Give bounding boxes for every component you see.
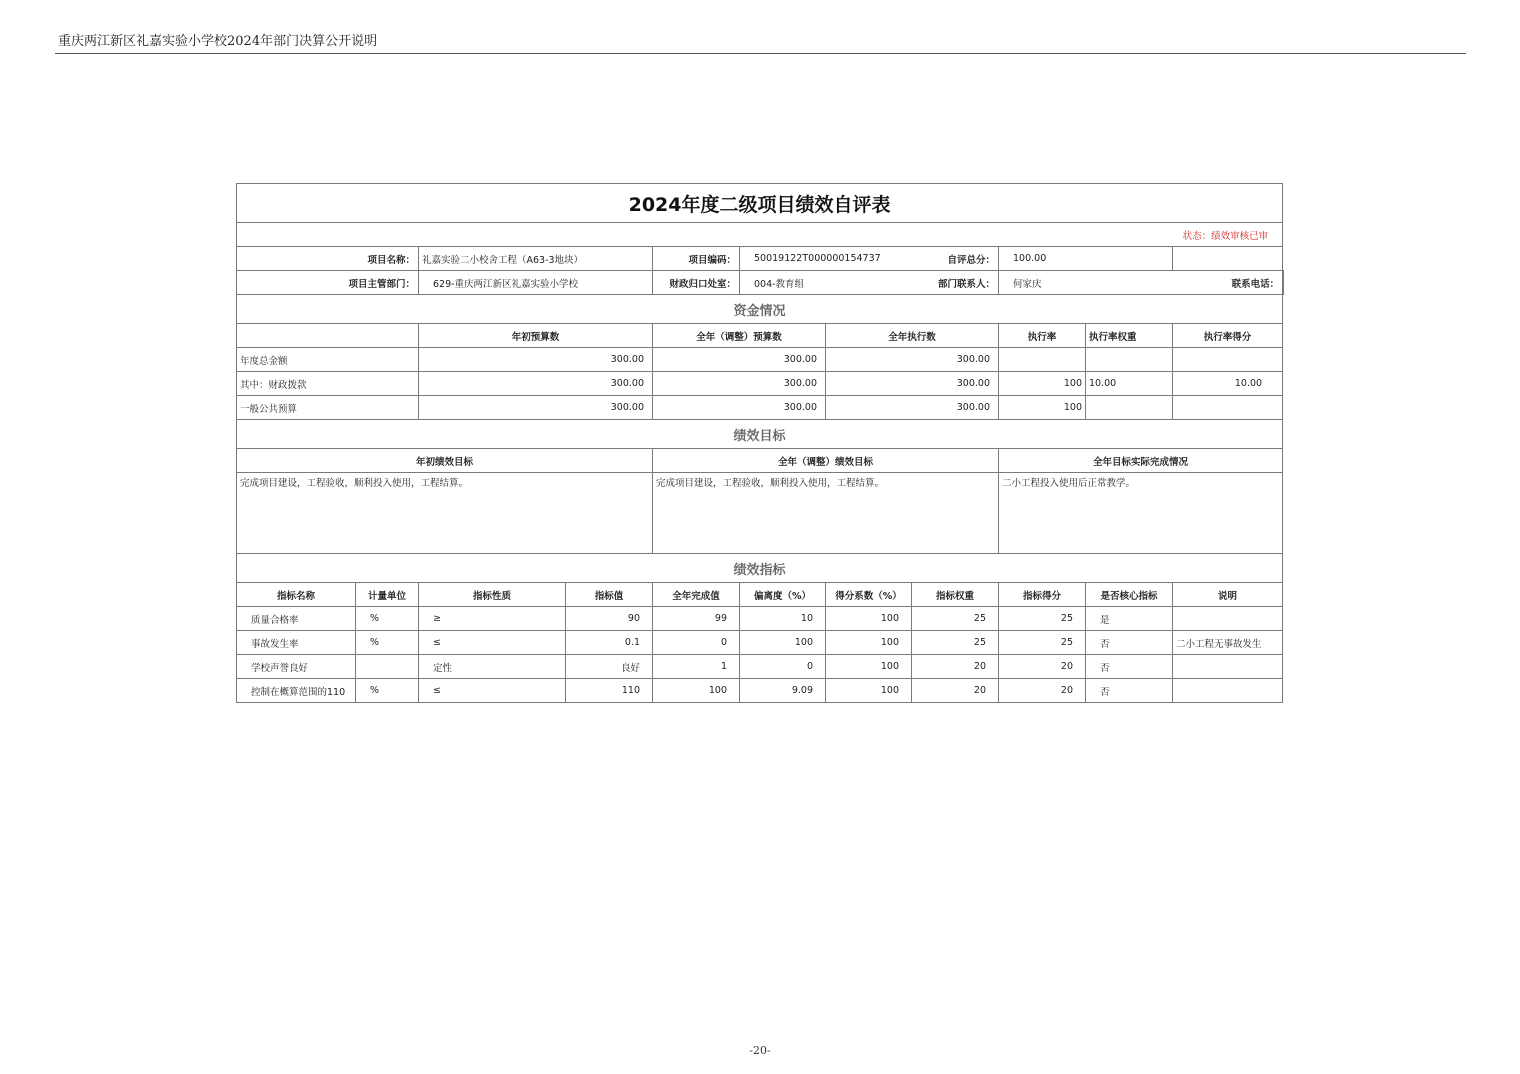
funds-cell: 100: [999, 396, 1086, 420]
funds-header-cell: 全年执行数: [826, 324, 999, 348]
funds-row: [237, 396, 1284, 420]
funds-cell: 300.00: [826, 396, 999, 420]
goals-value-row: [237, 473, 1284, 554]
section-title-goals: 绩效目标: [237, 420, 1283, 449]
funds-header-blank: [237, 324, 419, 348]
indicator-row: [237, 655, 1284, 679]
indicator-name: 事故发生率: [237, 631, 356, 655]
indicator-type: ≤: [419, 679, 566, 703]
indicator-header-cell: 指标权重: [912, 583, 999, 607]
indicator-name: 学校声誉良好: [237, 655, 356, 679]
funds-row-label: 其中：财政拨款: [237, 372, 419, 396]
funds-header-cell: 全年（调整）预算数: [653, 324, 826, 348]
indicator-weight: 25: [912, 607, 999, 631]
funds-header-cell: 执行率权重: [1086, 324, 1173, 348]
funds-row: [237, 372, 1284, 396]
indicator-type: 定性: [419, 655, 566, 679]
funds-cell: [1173, 348, 1283, 372]
indicator-row: [237, 631, 1284, 655]
indicator-deviation: 0: [740, 655, 826, 679]
goals-header-adjusted: 全年（调整）绩效目标: [653, 449, 999, 473]
indicator-weight: 20: [912, 655, 999, 679]
funds-cell: 300.00: [653, 396, 826, 420]
indicator-header-cell: 计量单位: [356, 583, 419, 607]
indicator-note: [1173, 679, 1283, 703]
section-title-funds: 资金情况: [237, 295, 1283, 324]
dept-value: 629-重庆两江新区礼嘉实验小学校: [419, 271, 653, 295]
indicator-weight: 25: [912, 631, 999, 655]
funds-header-cell: 执行率得分: [1173, 324, 1283, 348]
indicator-note: [1173, 607, 1283, 631]
indicator-core: 否: [1086, 631, 1173, 655]
indicator-actual: 99: [653, 607, 740, 631]
funds-cell: 300.00: [419, 372, 653, 396]
info-row-2: [237, 271, 1284, 295]
indicator-core: 是: [1086, 607, 1173, 631]
indicator-header-cell: 是否核心指标: [1086, 583, 1173, 607]
funds-header-row: [237, 324, 1284, 348]
indicator-note: 二小工程无事故发生: [1173, 631, 1283, 655]
indicator-unit: %: [356, 607, 419, 631]
indicator-core: 否: [1086, 679, 1173, 703]
status-badge: 状态：绩效审核已审: [237, 223, 1283, 247]
indicator-score: 20: [999, 679, 1086, 703]
funds-header-cell: 年初预算数: [419, 324, 653, 348]
dept-label: 项目主管部门：: [237, 271, 419, 295]
indicator-target: 0.1: [566, 631, 653, 655]
indicator-core: 否: [1086, 655, 1173, 679]
indicator-row: [237, 679, 1284, 703]
indicator-name: 控制在概算范围的110: [237, 679, 356, 703]
indicator-type: ≥: [419, 607, 566, 631]
indicator-row: [237, 607, 1284, 631]
indicator-header-cell: 得分系数（%）: [826, 583, 912, 607]
header-divider: [55, 53, 1466, 54]
funds-cell: 100: [999, 372, 1086, 396]
contact-value: 何家庆: [999, 271, 1173, 295]
form-title: 2024年度二级项目绩效自评表: [237, 184, 1283, 223]
indicator-type: ≤: [419, 631, 566, 655]
indicators-header-row: [237, 583, 1284, 607]
goal-adjusted-text: 完成项目建设，工程验收，顺利投入使用，工程结算。: [653, 473, 999, 554]
indicator-header-cell: 说明: [1173, 583, 1283, 607]
funds-cell: 300.00: [419, 396, 653, 420]
funds-row-label: 一般公共预算: [237, 396, 419, 420]
indicator-header-cell: 偏离度（%）: [740, 583, 826, 607]
indicator-unit: %: [356, 679, 419, 703]
goals-header-initial: 年初绩效目标: [237, 449, 653, 473]
project-name-value: 礼嘉实验二小校舍工程（A63-3地块）: [419, 247, 653, 271]
indicator-target: 90: [566, 607, 653, 631]
indicator-target: 良好: [566, 655, 653, 679]
page-header-title: 重庆两江新区礼嘉实验小学校2024年部门决算公开说明: [58, 34, 378, 49]
indicator-unit: [356, 655, 419, 679]
funds-cell: 300.00: [653, 348, 826, 372]
section-title-indicators: 绩效指标: [237, 554, 1283, 583]
indicator-deviation: 10: [740, 607, 826, 631]
indicator-deviation: 9.09: [740, 679, 826, 703]
funds-cell: 300.00: [653, 372, 826, 396]
funds-cell: 300.00: [826, 372, 999, 396]
indicator-score: 25: [999, 607, 1086, 631]
indicator-score: 25: [999, 631, 1086, 655]
indicator-unit: %: [356, 631, 419, 655]
goals-header-row: [237, 449, 1284, 473]
indicator-note: [1173, 655, 1283, 679]
self-evaluation-table: [236, 183, 1284, 703]
indicator-actual: 0: [653, 631, 740, 655]
phone-label: 联系电话：: [1173, 271, 1283, 295]
empty-cell: [1173, 247, 1283, 271]
indicator-header-cell: 指标得分: [999, 583, 1086, 607]
project-code-label: 项目编码：: [653, 247, 740, 271]
funds-row-label: 年度总金额: [237, 348, 419, 372]
funds-cell: [999, 348, 1086, 372]
indicator-header-cell: 指标性质: [419, 583, 566, 607]
page-number: -20-: [749, 1044, 771, 1057]
indicator-header-cell: 全年完成值: [653, 583, 740, 607]
project-name-label: 项目名称：: [237, 247, 419, 271]
self-score-value: 100.00: [999, 247, 1173, 271]
finance-label: 财政归口处室：: [653, 271, 740, 295]
self-score-label: 自评总分：: [912, 247, 999, 271]
goal-initial-text: 完成项目建设，工程验收，顺利投入使用，工程结算。: [237, 473, 653, 554]
funds-cell: [1173, 396, 1283, 420]
indicator-coefficient: 100: [826, 607, 912, 631]
goal-actual-text: 二小工程投入使用后正常教学。: [999, 473, 1283, 554]
goals-header-actual: 全年目标实际完成情况: [999, 449, 1283, 473]
funds-cell: 10.00: [1173, 372, 1283, 396]
indicator-deviation: 100: [740, 631, 826, 655]
indicator-actual: 1: [653, 655, 740, 679]
funds-cell: 300.00: [826, 348, 999, 372]
funds-cell: 300.00: [419, 348, 653, 372]
indicator-actual: 100: [653, 679, 740, 703]
info-row-1: [237, 247, 1284, 271]
funds-cell: 10.00: [1086, 372, 1173, 396]
phone-value: [1283, 271, 1284, 295]
contact-label: 部门联系人：: [912, 271, 999, 295]
funds-row: [237, 348, 1284, 372]
indicator-weight: 20: [912, 679, 999, 703]
funds-cell: [1086, 396, 1173, 420]
funds-cell: [1086, 348, 1173, 372]
project-code-value: 50019122T000000154737: [740, 247, 912, 271]
indicator-coefficient: 100: [826, 631, 912, 655]
indicator-coefficient: 100: [826, 679, 912, 703]
indicator-score: 20: [999, 655, 1086, 679]
funds-header-cell: 执行率: [999, 324, 1086, 348]
indicator-coefficient: 100: [826, 655, 912, 679]
indicator-header-cell: 指标名称: [237, 583, 356, 607]
finance-value: 004-教育组: [740, 271, 912, 295]
indicator-name: 质量合格率: [237, 607, 356, 631]
indicator-target: 110: [566, 679, 653, 703]
indicator-header-cell: 指标值: [566, 583, 653, 607]
